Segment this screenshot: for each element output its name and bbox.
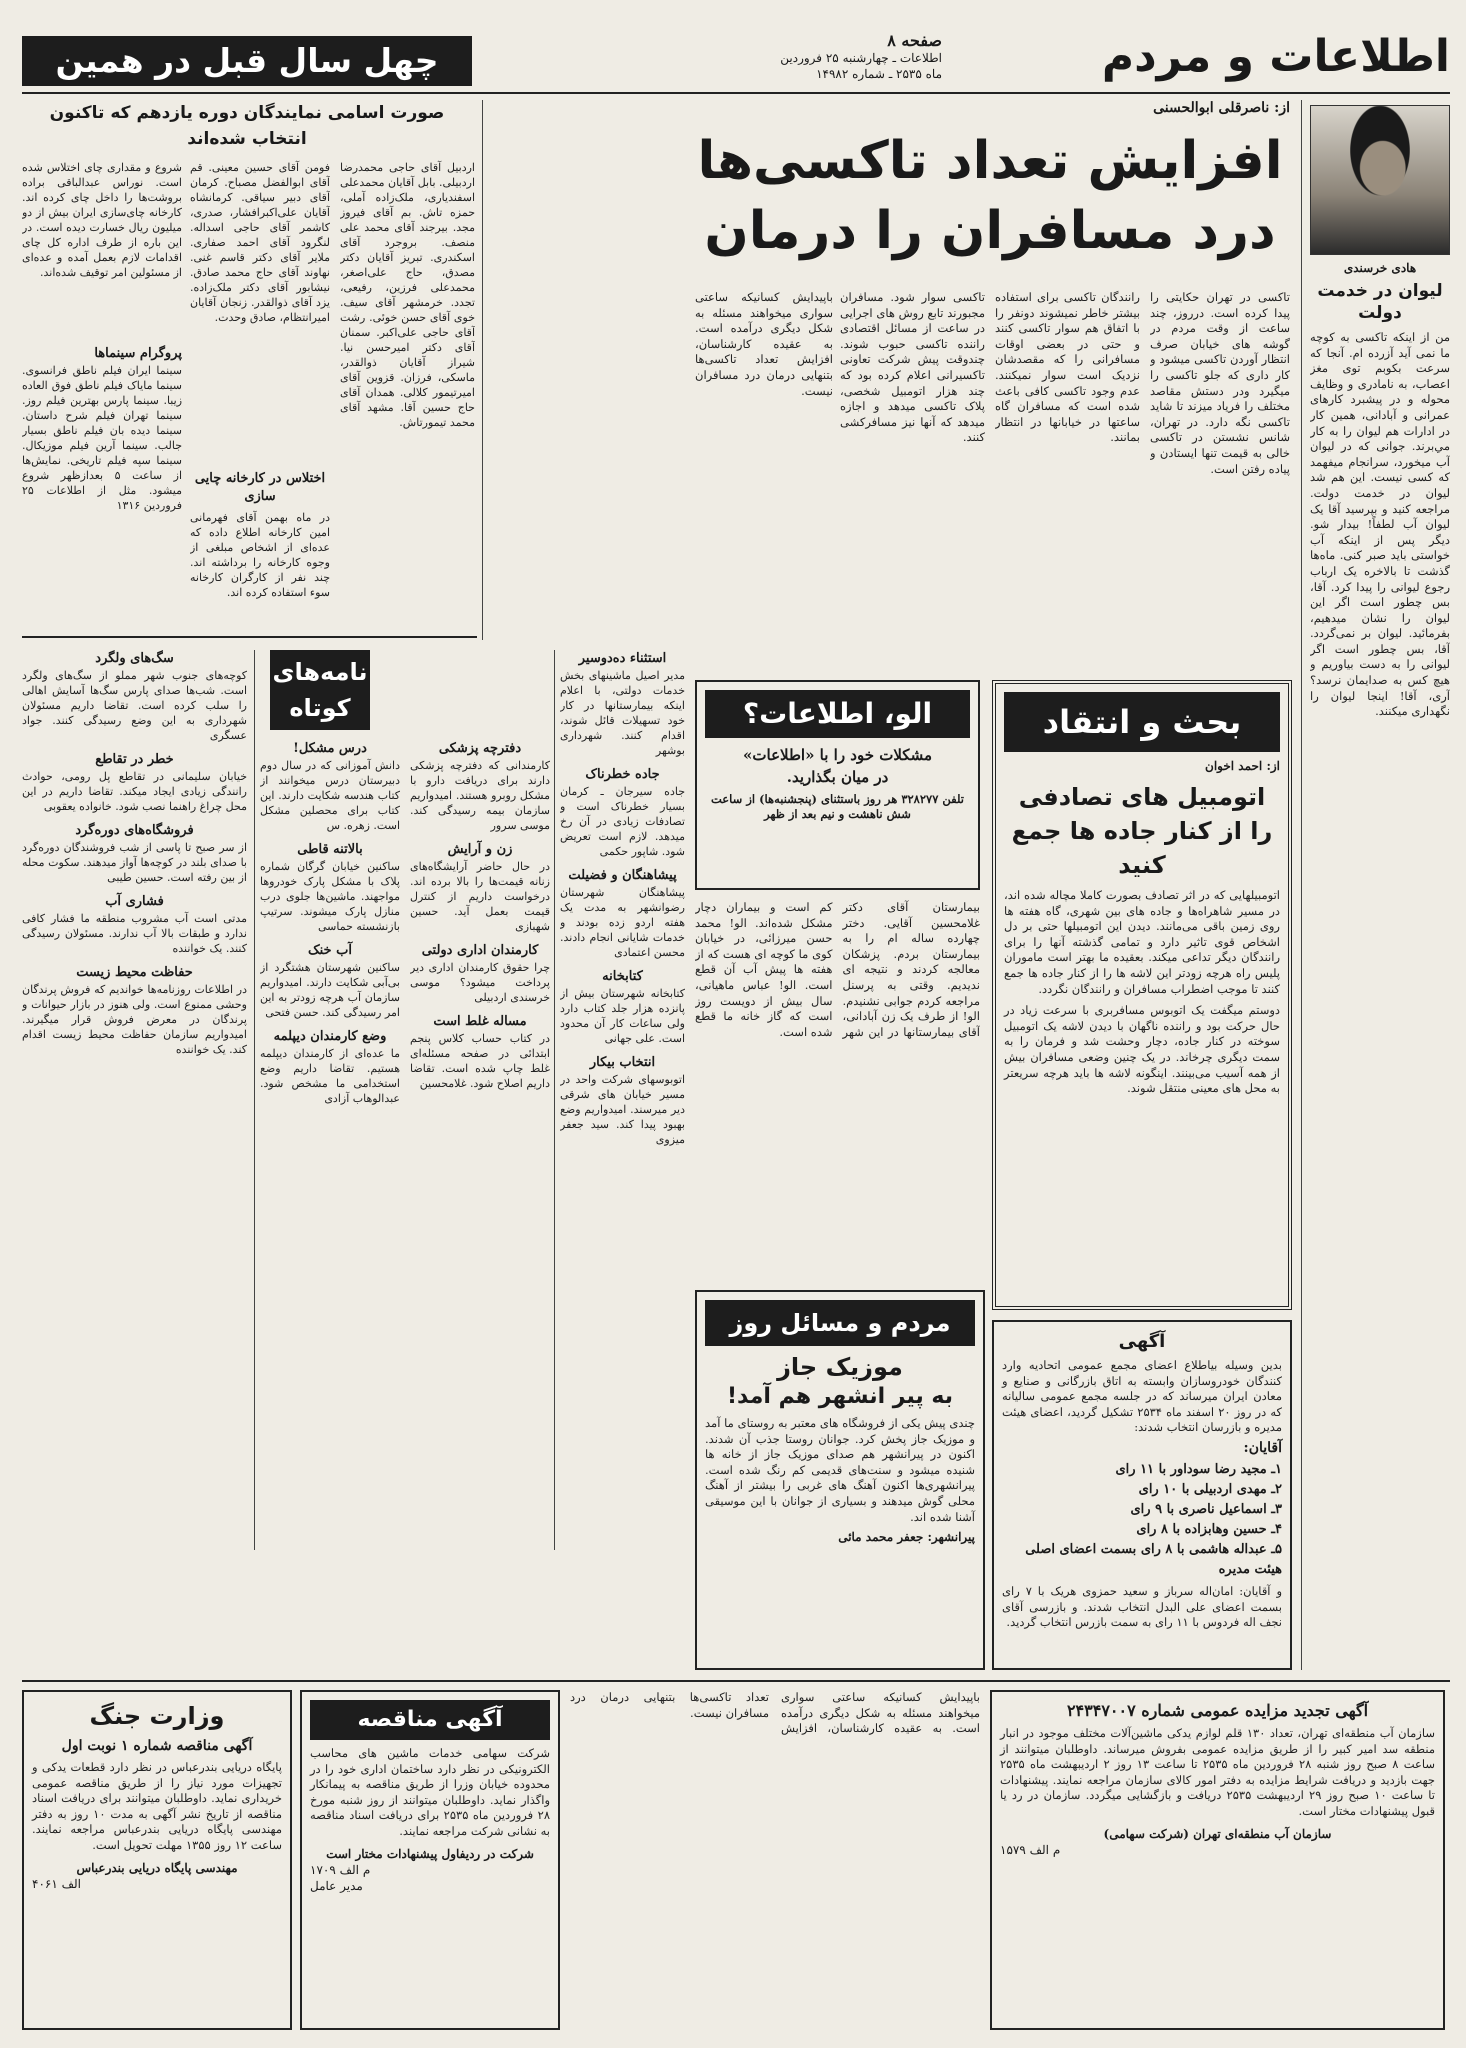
ikhtelas-body: در ماه بهمن آقای فهرمانی امین کارخانه اطلاع داده که عده‌ای از اشخاص مبلغی از وجوه کارخانه را برداشته اند. چند نفر از کارگران کارخانه سوء استفاده کرده اند. — [190, 511, 330, 599]
winner-item: ۴ـ حسین وهابزاده با ۸ رای — [1136, 1521, 1282, 1537]
letter-title: سگ‌های ولگرد — [95, 651, 174, 666]
lead-body-col-3 — [840, 290, 985, 590]
lead-body-1: تاکسی در تهران حکایتی را پیدا کرده است. درروز، چند ساعت از وقت مردم در گوشه های خیابان صرف انتظار آوردن تاکسی میشود و کار داری که جلو تاکسی را میگیرد ودر دستش مقاصد مختلف را فریاد میزند تا شاید تاکسی نگه دارد. در تهران، شانس نشستن در تاکسی خالی به قیمت تنها ایستادن و پیاده رفتن است. — [1150, 290, 1290, 476]
letter-title: کتابخانه — [602, 969, 643, 984]
ad-code-d: الف ۴۰۶۱ — [32, 1876, 82, 1891]
letter-title: استثناء ده‌دوسیر — [578, 651, 667, 666]
mardom-headline-2: به پیر انشهر هم آمد! — [727, 1384, 953, 1409]
ikhtelas-head: اختلاس در کارخانه چایی سازی — [194, 471, 326, 504]
forty-col-a-text: اردبیل آقای حاجی محمدرضا اردبیلی. بابل آقایان محمدعلی اسفندیاری، ملک‌زاده آملی، حمزه تاش. بم آقای فیروز مجد. بیرجند آقای محمد علی منصف. بروجرد آقای اسکندری. تبریز آقایان دکتر مصدق، حاج علی‌اصغر، محمدعلی فرزین، رفیعی، تجدد. خرمشهر آقای سیف. خوی آقای حسن خوئی. رشت آقای حاجی علی‌اکبر. سمنان آقای دکتر امیرحسن نیا. شیراز آقایان ذوالقدر، ماسکی، فرزان. قزوین آقای امیرتیمور کلالی. همدان آقای حاج حسین آقا. مشهد آقای محمد تیمورتاش. — [340, 161, 475, 429]
allo-sub-1: مشکلات خود را با «اطلاعات» — [743, 746, 932, 764]
letter-title: درس مشکل! — [293, 741, 367, 756]
critique-headline: اتومبیل های تصادفی را از کنار جاده ها جمع کنید — [1011, 783, 1273, 879]
letter-title: فشاری آب — [105, 894, 164, 909]
letter-title: وضع کارمندان دیپلمه — [273, 1029, 387, 1044]
ad-code-a: م الف ۱۵۷۹ — [1000, 1842, 1061, 1857]
winner-item: ۱ـ مجید رضا سوداور با ۱۱ رای — [1115, 1461, 1282, 1477]
letter-body: ساکنین خیابان گرگان شماره پلاک با مشکل پارک خودروها مواجهند. ماشین‌ها جلوی درب منازل پارک میشوند. سرتیپ بازنشسته حماسی — [260, 860, 400, 933]
side-headline: لیوان در خدمت دولت — [1317, 281, 1443, 323]
lead-byline: از: ناصرقلی ابوالحسنی — [1153, 100, 1290, 116]
cinema-head: پروگرام سینماها — [94, 346, 182, 361]
letters-divider-a — [254, 650, 255, 1550]
winner-list — [1002, 1460, 1282, 1580]
masthead-rule — [22, 92, 1450, 94]
comp-tender-footer: شرکت در ردیفاول پیشنهادات مختار است — [326, 1846, 534, 1861]
letter-title: کارمندان اداری دولتی — [421, 943, 539, 958]
war-tender-box — [22, 1690, 292, 2030]
mardom-footer: پیرانشهر: جعفر محمد مائی — [838, 1530, 975, 1545]
letters-col-3 — [410, 740, 550, 1550]
letter-item — [560, 650, 685, 758]
letter-title: مساله غلط است — [433, 1014, 527, 1029]
allo-box — [695, 680, 980, 890]
letter-item — [22, 650, 247, 743]
letter-item — [22, 751, 247, 814]
auction-box — [990, 1690, 1445, 2030]
war-tender-banner: وزارت جنگ — [89, 1702, 225, 1730]
comp-tender-box — [300, 1690, 560, 2030]
mardom-headline-1: موزیک جاز — [777, 1353, 903, 1381]
forty-years-banner: چهل سال قبل در همین — [22, 36, 472, 86]
letter-body: چرا حقوق کارمندان اداری دیر پرداخت میشود؟ موسی خرسندی اردبیلی — [410, 961, 550, 1004]
allo-body-text: بیمارستان آقای دکتر غلامحسین آقایی. دختر چهارده ساله ام را به بیمارستان بردم. پزشکان معالجه کردند و نتیجه ای ندیدیم. وقتی به پرسنل مراجعه کردم جوابی نشنیدم. الو! از طرف یک زن آبادانی، آقای بیمارستانها در این شهر کم است و بیماران دچار مشکل شده‌اند. الو! محمد حسن میرزائی، در خیابان کوی ما کوچه ای هست که از هفته ها پیش آب آن قطع است. الو! عباس ماهیانی، سال بیش از دویست روز است که گاز خانه ما قطع شده است. — [695, 900, 980, 1039]
letter-body: ما عده‌ای از کارمندان دیپلمه هستیم. تقاضا داریم وضع استخدامی ما مشخص شود. عبدالوهاب آزادی — [260, 1047, 400, 1105]
forty-bottom-rule — [22, 636, 477, 638]
lead-headline-1: افزایش تعداد تاکسی‌ها — [697, 131, 1283, 191]
short-letters-banner: نامه‌های کوتاه — [270, 650, 370, 730]
cinema-body: سینما ایران فیلم ناطق فرانسوی. سینما مایاک فیلم ناطق فوق العاده زیبا. سینما پارس بهترین فیلم روز. سینما تهران فیلم شرح داستان. سینما دیده بان فیلم ناطق بسیار جالب. سینما آرین فیلم موزیکال. سینما سپه فیلم تاریخی. نمایش‌ها از ساعت ۵ بعدازظهر شروع میشود. مثل از اطلاعات ۲۵ فروردین ۱۳۱۶ — [22, 364, 182, 512]
letter-item — [410, 740, 550, 833]
forty-col-c — [22, 160, 182, 340]
cinema-box — [22, 345, 182, 630]
letter-title: بالاتنه قاطی — [297, 842, 363, 857]
letter-item — [560, 968, 685, 1046]
critique-banner: بحث و انتقاد — [1004, 692, 1280, 752]
critique-box — [992, 680, 1292, 1310]
forty-divider — [482, 100, 483, 640]
winner-item: ۲ـ مهدی اردبیلی با ۱۰ رای — [1138, 1481, 1282, 1497]
lead-body-3: تاکسی سوار شود. مسافران مجبورند تابع روش های اجرایی در ساعت از مسائل اقتصادی راننده تاکسی حبوب شوند. چندوقت پیش شرکت تعاونی تاکسیرانی اعلام کرده بود که چند هزار اتومبیل شخصی، پلاک تاکسی میدهد و اجازه میدهد که آنها نیز مسافرکشی کنند. — [840, 290, 985, 445]
letter-title: آب خنک — [308, 943, 352, 958]
letter-title: پیشاهنگان و فضیلت — [568, 868, 677, 883]
letter-body: کتابخانه شهرستان بیش از پانزده هزار جلد کتاب دارد ولی ساعات کار آن محدود است. علی جهانی — [560, 987, 685, 1045]
auction-body: سازمان آب منطقه‌ای تهران، تعداد ۱۳۰ قلم لوازم یدکی ماشین‌آلات مختلف موجود در انبار منطقه سد امیر کبیر را از طریق مزایده عمومی بفروش میرساند. داوطلبان میتوانند از ساعت ۸ صبح روز شنبه ۲۸ فروردین ماه ۲۵۳۵ تا ساعت ۱۳ روز ۲ اردیبهشت ماه ۲۵۳۵ جهت بازدید و دریافت شرایط مزایده به دفتر امور کالای سازمان مراجعه نمایند. پیشنهادات تا ساعت ۱۰ صبح روز ۲۹ اردیبهشت ۲۵۳۵ دریافت و بازگشایی میگردد. سازمان در رد یا قبول پیشنهادات مختار است. — [1000, 1726, 1436, 1818]
allo-banner: الو، اطلاعات؟ — [705, 690, 970, 738]
forty-years-title: صورت اسامی نمایندگان دوره یازدهم که تاکنون انتخاب شده‌اند — [49, 103, 445, 149]
allo-sub-2: در میان بگذارید. — [786, 768, 889, 786]
forty-col-b-text: فومن آقای حسین معینی. قم آقای ابوالفضل مصباح. کرمان آقای دبیر سیاقی. کرمانشاه آقایان علی‌اکبرافشار، صدری، کاشمر آقای حاجی اسداله. لنگرود آقای احمد صفاری. ملایر آقای دکتر قاسم غنی. نهاوند آقای حاج محمد صادق. نیشابور آقای دکتر ملک‌زاده. یزد آقای ذوالقدر. زنجان آقایان امیرانتظام، صادق وحدت. — [190, 161, 330, 324]
comp-tender-banner: آگهی مناقصه — [310, 1700, 550, 1740]
lead-body-2: رانندگان تاکسی برای استفاده بیشتر خاطر نمیشوند دونفر را با اتفاق هم سوار تاکسی کنند و حتی در بعضی اوقات مسافرانی را که مقصدشان نزدیک است سوار نمیکنند. عدم وجود تاکسی کافی باعث شده است که مسافران گاه ساعتها در خیابانها در انتظار بمانند. — [995, 290, 1140, 445]
allo-phone: تلفن ۳۲۸۲۷۷ هر روز باستثنای (پنجشنبه‌ها) از ساعت شش ناهشت و نیم بعد از ظهر — [711, 792, 964, 821]
columnist-photo — [1310, 105, 1450, 255]
letter-body: از سر صبح تا پاسی از شب فروشندگان دوره‌گرد با صدای بلند در کوچه‌ها آواز میدهند. سکوت محله از بین رفته است. حسین طیبی — [22, 841, 247, 884]
letter-item — [22, 964, 247, 1057]
allo-body — [695, 900, 980, 1280]
ad-code-c: مدیر عامل — [310, 1878, 363, 1893]
letter-body: مدیر اصیل ماشینهای بخش خدمات دولتی، با اعلام اینکه بیمارستانها در کار خود تسهیلات قائل شوند، اقدام کنند. شهرداری بوشهر — [560, 669, 685, 757]
bottom-mid-filler — [570, 1690, 980, 2030]
letters-col-1 — [22, 650, 247, 1550]
letters-col-2 — [260, 740, 400, 1550]
letter-body: مدتی است آب مشروب منطقه ما فشار کافی ندارد و طبقات بالا آب ندارند. مسئولان رسیدگی کنند. یک خواننده — [22, 912, 247, 955]
letter-body: ساکنین شهرستان هشتگرد از بی‌آبی شکایت دارند. امیدواریم سازمان آب هرچه زودتر به این امر رسیدگی کند. حسن فتحی — [260, 961, 400, 1019]
mardom-continued: باپیدایش کسانیکه ساعتی سواری میخواهند مسئله به شکل دیگری درآمده است. به عقیده کارشناسان، افزایش تعداد تاکسی‌ها بتنهایی درمان درد مسافران نیست. — [570, 1690, 980, 1736]
lead-body-col-4 — [695, 290, 833, 590]
winner-item: ۵ـ عبداله هاشمی با ۸ رای بسمت اعضای اصلی هیئت مدیره — [1025, 1541, 1282, 1577]
letter-body: خیابان سلیمانی در تقاطع پل رومی، حوادث رانندگی زیادی ایجاد میکند. تقاضا داریم در این محل چراغ راهنما نصب شود. خانواده یعقوبی — [22, 770, 247, 813]
lead-body-4: باپیدایش کسانیکه ساعتی سواری میخواهند مسئله به شکل دیگری درآمده است. به عقیده کارشناسان، افزایش تعداد تاکسی‌ها بتنهایی درمان درد مسافران نیست. — [695, 290, 833, 398]
letter-title: جاده خطرناک — [585, 767, 660, 782]
right-col-divider — [1301, 100, 1302, 1670]
letter-title: انتخاب بیکار — [589, 1055, 656, 1070]
letters-col-4 — [560, 650, 685, 1550]
letter-item — [260, 1028, 400, 1106]
mardom-banner: مردم و مسائل روز — [705, 1300, 975, 1346]
letter-body: کوچه‌های جنوب شهر مملو از سگ‌های ولگرد است. شب‌ها صدای پارس سگ‌ها آسایش اهالی را سلب کرده است. تقاضا داریم مسئولان شهرداری به این وضع رسیدگی کنند. جواد عسگری — [22, 669, 247, 742]
winner-item: ۳ـ اسماعیل ناصری با ۹ رای — [1130, 1501, 1282, 1517]
elections-box — [992, 1320, 1292, 1670]
letters-divider-b — [554, 650, 555, 1550]
bottom-ads-rule — [22, 1680, 1450, 1682]
letter-title: فروشگاه‌های دوره‌گرد — [75, 823, 194, 838]
auction-title: آگهی تجدید مزایده عمومی شماره ۲۴۳۴۷۰۰۷ — [1066, 1701, 1369, 1720]
elections-title: آگهی — [1118, 1331, 1166, 1352]
letter-item — [410, 942, 550, 1005]
war-tender-title: آگهی مناقصه شماره ۱ نوبت اول — [61, 1738, 253, 1754]
comp-tender-body: شرکت سهامی خدمات ماشین های محاسب الکترونیکی در نظر دارد ساختمان اداری خود را در محدوده خیابان وزرا از طریق مناقصه به پیمانکار واگذار نماید. داوطلبان میتوانند از روز شنبه مورخ ۲۸ فروردین ماه ۲۵۳۵ برای دریافت اسناد مناقصه به نشانی شرکت مراجعه نمایند. — [310, 1746, 551, 1838]
critique-body: اتومبیلهایی که در اثر تصادف بصورت کاملا مچاله شده اند، در مسیر شاهراه‌ها و جاده های بین شهری، گاه هفته ها روی زمین باقی می‌مانند. دیدن این اتومبیلها حتی بر دل اشخاص قوی تاثیر دارد و تمامی گذشته آنها را برای رانندگان دیگر تداعی میکند. بعقیده ما بهتر است ماموران پلیس راه هرچه زودتر این لاشه ها را از کنار جاده ها جمع کنند تا موجب اضطراب مسافران و رانندگان نگردد. — [1004, 888, 1280, 996]
critique-body-2: دوستم میگفت یک اتوبوس مسافربری با سرعت زیاد در حال حرکت بود و راننده ناگهان با دیدن لاشه یک اتومبیل سوخته در کنار جاده، دچار وحشت شد و فرمان را به سمت دیگری چرخاند. در یک چنین وضعی مسافران بیش از همه آسیب می‌بینند. اینگونه لاشه ها باید هرچه سریعتر به محل های معینی منتقل شوند. — [1004, 1003, 1280, 1096]
masthead-title: اطلاعات و مردم — [1101, 31, 1450, 82]
letter-item — [410, 841, 550, 934]
lead-body-col-2 — [995, 290, 1140, 590]
letter-body: کارمندانی که دفترچه پزشکی دارند برای دریافت دارو با مشکل روبرو هستند. امیدواریم سازمان بیمه رسیدگی کند. موسی سرور — [410, 759, 550, 832]
war-tender-footer: مهندسی پایگاه دریایی بندرعباس — [76, 1860, 238, 1875]
letter-item — [410, 1013, 550, 1091]
elections-subhead: آقایان: — [1243, 1439, 1282, 1456]
letter-item — [22, 822, 247, 885]
ikhtelas-box — [190, 470, 330, 630]
letter-title: زن و آرایش — [447, 842, 513, 857]
letter-body: پیشاهنگان شهرستان رضوانشهر به مدت یک هفته اردو زده بودند و خدمات شایانی انجام دادند. محسن اعتمادی — [560, 886, 685, 959]
war-tender-body: پایگاه دریایی بندرعباس در نظر دارد قطعات یدکی و تجهیزات مورد نیاز را از طریق مناقصه عمومی خریداری نماید. داوطلبان میتوانند برای دریافت اسناد مناقصه از تاریخ نشر آگهی به مدت ۱۰ روز به دفتر مهندسی پایگاه دریایی بندرعباس مراجعه نمایند. ساعت ۱۲ روز ۱۳۵۵ مهلت تحویل است. — [32, 1760, 282, 1852]
forty-col-a — [340, 160, 475, 630]
letter-item — [260, 841, 400, 934]
letter-body: در حال حاضر آرایشگاه‌های زنانه قیمت‌ها را بالا برده اند. درخواست داریم از کنترل قیمت بعمل آید. حسین شهبازی — [410, 860, 550, 933]
issue-line: ماه ۲۵۳۵ ـ شماره ۱۴۹۸۲ — [816, 67, 942, 81]
letter-item — [22, 893, 247, 956]
letter-item — [560, 867, 685, 960]
masthead — [22, 30, 1450, 90]
issue-info — [622, 32, 942, 90]
mardom-body: چندی پیش یکی از فروشگاه های معتبر به روستای ما آمد و موزیک جاز پخش کرد. جوانان روستا جذب آن شدند. اکنون در پیرانشهر هم صدای موزیک جاز از خانه ها شنیده میشود و سنت‌های قدیمی کم رنگ شده است. پیرانشهری‌ها اکنون آهنگ های غربی را بیشتر از آهنگ محلی گوش میدهند و بسیاری از جوانان با این موسیقی آشنا شده اند. — [705, 1416, 975, 1524]
auction-footer: سازمان آب منطقه‌ای تهران (شرکت سهامی) — [1103, 1826, 1332, 1841]
letter-title: خطر در تقاطع — [95, 752, 174, 767]
ad-code-b: م الف ۱۷۰۹ — [310, 1862, 371, 1877]
letter-body: در اطلاعات روزنامه‌ها خواندیم که فروش پرندگان وحشی ممنوع است. ولی هنوز در بازار حیوانات و پرندگان در معرض فروش قرار میگیرند. امیدواریم سازمان حفاظت محیط زیست اقدام کند. یک خواننده — [22, 983, 247, 1056]
letter-body: در کتاب حساب کلاس پنجم ابتدائی در صفحه مسئله‌ای غلط چاپ شده است. تقاضا داریم اصلاح شود. غلامحسین — [410, 1032, 550, 1090]
lead-headline-2: درد مسافران را درمان — [704, 201, 1276, 261]
critique-byline: از: احمد اخوان — [1205, 759, 1280, 773]
date-line: اطلاعات ـ چهارشنبه ۲۵ فروردین — [780, 51, 942, 65]
letter-item — [260, 942, 400, 1020]
letter-item — [560, 766, 685, 859]
forty-col-c-text: شروع و مقداری چای اختلاس شده است. نوراس عبدالباقی براده بروشت‌ها را داخل چای کرده اند. کارخانه چای‌سازی ایران بیش از دو میلیون ریال خسارت دیده است. در این باره از طرف اداره کل چای اقدامات لازم بعمل آمده و عده‌ای از مسئولین امر توقیف شده‌اند. — [22, 161, 182, 279]
page-label: صفحه ۸ — [887, 32, 942, 50]
elections-intro: بدین وسیله بیاطلاع اعضای مجمع عمومی اتحادیه وارد کنندگان خودروسازان وابسته به اتاق بازرگانی و صنایع و معادن ایران میرساند که در جلسه مجمع عمومی سالیانه که در روز ۲۰ اسفند ماه ۲۵۳۴ تشکیل گردید، اعضای هیئت مدیره و بازرسان انتخاب شدند: — [1002, 1358, 1282, 1435]
letter-title: حفاظت محیط زیست — [76, 965, 193, 980]
letter-item — [560, 1054, 685, 1147]
photo-caption: هادی خرسندی — [1343, 261, 1417, 275]
right-column-body: من از اینکه تاکسی به کوچه ما نمی آید آزرده ام. آنجا که سرعت بکوبم توی مغز اعصاب، به نامادری و وظایف محوله و در پیشبرد کارهای عمرانی و آبادانی، همین کار در ادارات هم لیوان را به کار مي‌برند. جوانی که در لیوان آب میخورد، سرانجام میفهمد که کسی نیست. این هم شد لیوان در خدمت دولت. مراجعه کنید و بپرسید آقا یک لیوان آب لطفاً! بیدار شو. دیگر پس از اینکه آب خواستی باید صبر کنی. ماه‌ها گذشت تا بالاخره یک ارباب رجوع لیوانی را پیدا کرد. آقا، بس چطور است اگر این لیوان را نشان میدهیم، بفرمائید. لیوان بر نمی‌گردد. آقا، بس چطور است اگر لیوانی را به دست بیاوریم و هیچ کس به صدایمان نرسد؟ آری، آقا! اینجا لیوان را نگهداری میکنند. — [1310, 330, 1450, 719]
letter-body: جاده سیرجان ـ کرمان بسیار خطرناک است و تصادفات زیادی در آن رخ میدهد. لازم است تعریض شود. شاپور حکمی — [560, 785, 685, 858]
letter-body: اتوبوسهای شرکت واحد در مسیر خیابان های شرقی دیر میرسند. امیدواریم وضع بهبود پیدا کند. سید جعفر میزوی — [560, 1073, 685, 1146]
elections-body: و آقایان: امان‌اله سرباز و سعید حمزوی هریک با ۷ رای بسمت اعضای علی البدل انتخاب شدند. و بازرسی آقای نجف اله فردوس با ۱۱ رای به سمت بازرس انتخاب گردید. — [1002, 1583, 1282, 1630]
letter-item — [260, 740, 400, 833]
letter-body: دانش آموزانی که در سال دوم دبیرستان درس میخوانند از کتاب هندسه شکایت دارند. این کتاب برای محصلین مشکل است. زهره. س — [260, 759, 400, 832]
letter-title: دفترچه پزشکی — [438, 741, 522, 756]
mardom-box — [695, 1290, 985, 1670]
forty-col-b — [190, 160, 330, 460]
right-column — [1310, 260, 1450, 1670]
lead-body-col-1 — [1150, 290, 1290, 590]
